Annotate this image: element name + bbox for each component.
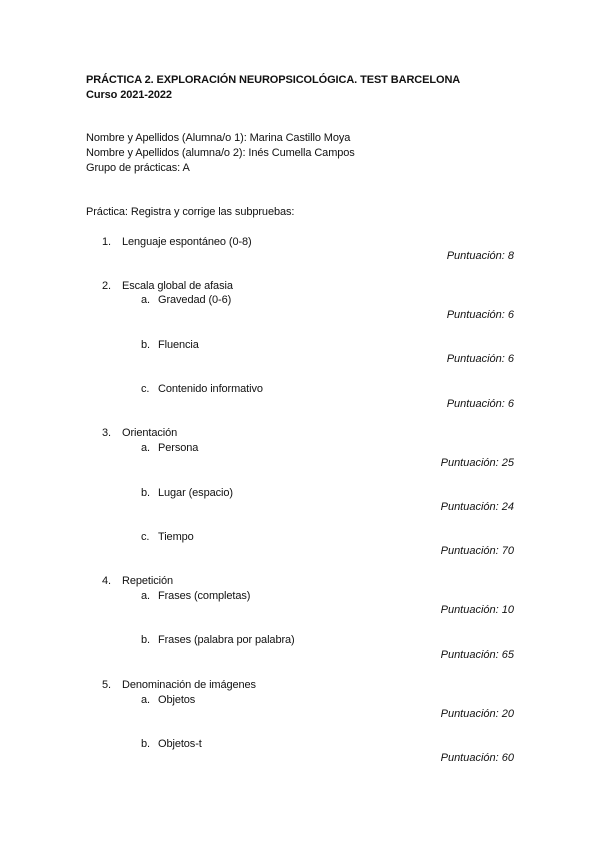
student-1: Nombre y Apellidos (Alumna/o 1): Marina Castillo Moya bbox=[86, 132, 351, 144]
item-label: Denominación de imágenes bbox=[122, 679, 256, 691]
item-number: 5. bbox=[102, 679, 111, 691]
sub-item-label: Contenido informativo bbox=[158, 383, 263, 395]
sub-item-score: Puntuación: 70 bbox=[440, 545, 514, 557]
sub-item-score: Puntuación: 65 bbox=[440, 649, 514, 661]
item-number: 2. bbox=[102, 280, 111, 292]
sub-item-score: Puntuación: 6 bbox=[446, 309, 514, 321]
sub-item-score: Puntuación: 6 bbox=[446, 398, 514, 410]
item-label: Lenguaje espontáneo (0-8) bbox=[122, 236, 252, 248]
sub-item-label: Objetos-t bbox=[158, 738, 202, 750]
instruction: Práctica: Registra y corrige las subpruebas: bbox=[86, 206, 295, 218]
sub-item-score: Puntuación: 25 bbox=[440, 457, 514, 469]
sub-item-label: Frases (completas) bbox=[158, 590, 251, 602]
sub-item-label: Frases (palabra por palabra) bbox=[158, 634, 295, 646]
sub-item-letter: b. bbox=[141, 487, 150, 499]
sub-item-letter: b. bbox=[141, 339, 150, 351]
sub-item-label: Tiempo bbox=[158, 531, 194, 543]
document-title: PRÁCTICA 2. EXPLORACIÓN NEUROPSICOLÓGICA. TEST BARCELONA bbox=[86, 74, 461, 86]
item-number: 4. bbox=[102, 575, 111, 587]
sub-item-score: Puntuación: 20 bbox=[440, 708, 514, 720]
item-score: Puntuación: 8 bbox=[446, 250, 514, 262]
sub-item-score: Puntuación: 6 bbox=[446, 353, 514, 365]
item-number: 1. bbox=[102, 236, 111, 248]
item-number: 3. bbox=[102, 427, 111, 439]
sub-item-score: Puntuación: 60 bbox=[440, 752, 514, 764]
sub-item-score: Puntuación: 24 bbox=[440, 501, 514, 513]
student-2: Nombre y Apellidos (alumna/o 2): Inés Cumella Campos bbox=[86, 147, 355, 159]
item-label: Orientación bbox=[122, 427, 178, 439]
sub-item-letter: c. bbox=[141, 531, 150, 543]
sub-item-letter: a. bbox=[141, 590, 150, 602]
sub-item-letter: a. bbox=[141, 694, 150, 706]
sub-item-letter: b. bbox=[141, 738, 150, 750]
sub-item-letter: a. bbox=[141, 294, 150, 306]
item-label: Repetición bbox=[122, 575, 173, 587]
sub-item-label: Fluencia bbox=[158, 339, 199, 351]
sub-item-label: Objetos bbox=[158, 694, 196, 706]
sub-item-letter: c. bbox=[141, 383, 150, 395]
sub-item-label: Gravedad (0-6) bbox=[158, 294, 232, 306]
sub-item-letter: b. bbox=[141, 634, 150, 646]
sub-item-letter: a. bbox=[141, 442, 150, 454]
sub-item-label: Persona bbox=[158, 442, 199, 454]
course-year: Curso 2021-2022 bbox=[86, 89, 172, 101]
practice-group: Grupo de prácticas: A bbox=[86, 162, 190, 174]
sub-item-score: Puntuación: 10 bbox=[440, 604, 514, 616]
item-label: Escala global de afasia bbox=[122, 280, 233, 292]
sub-item-label: Lugar (espacio) bbox=[158, 487, 233, 499]
